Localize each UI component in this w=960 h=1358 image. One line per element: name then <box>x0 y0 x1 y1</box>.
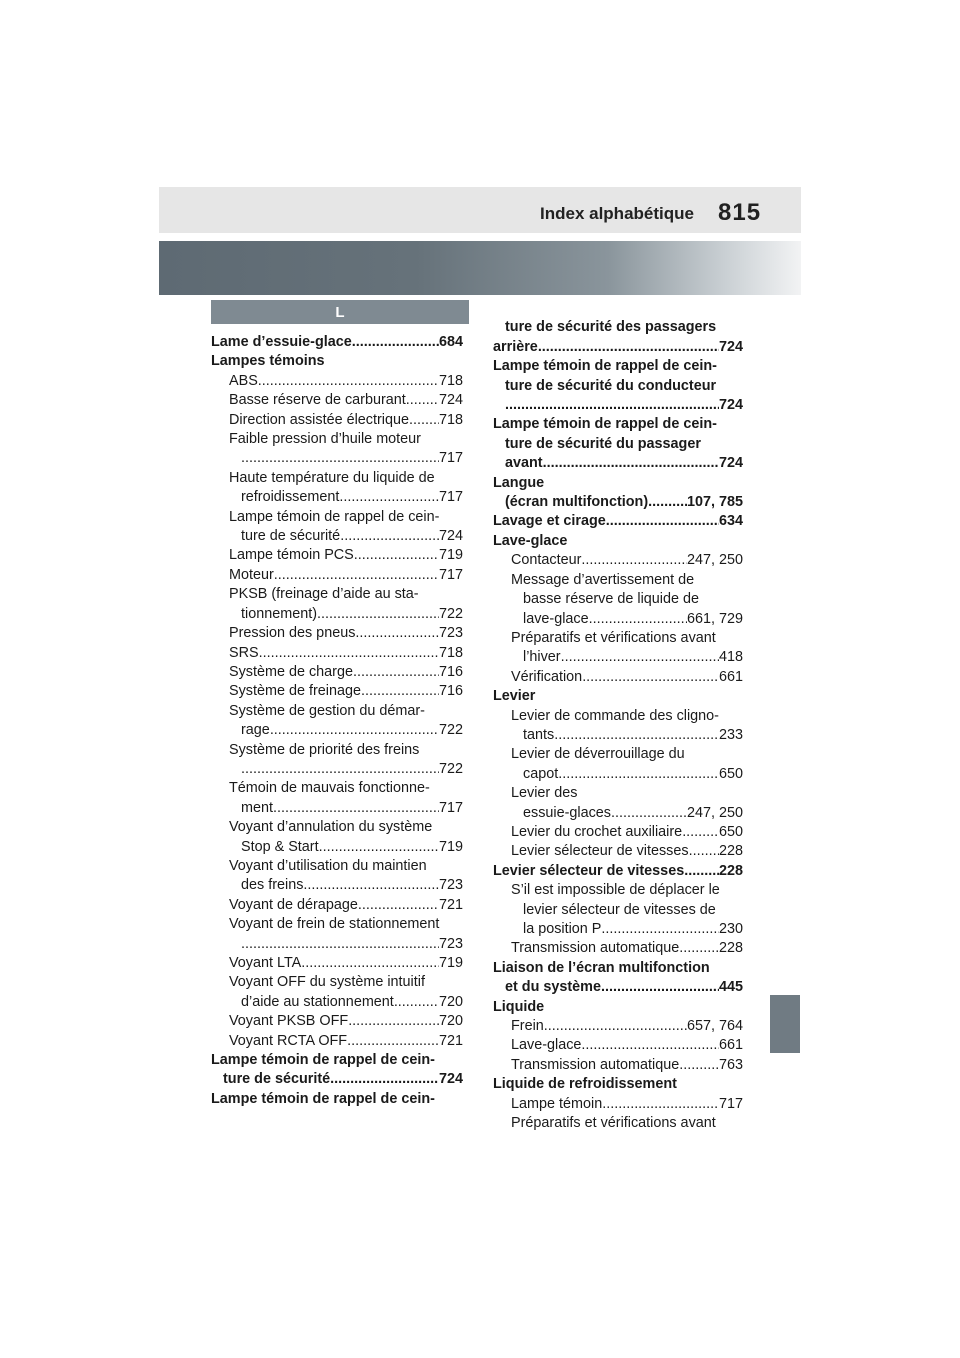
index-entry-line <box>493 610 743 629</box>
index-entry-line <box>493 493 743 512</box>
dot-leader <box>241 760 439 779</box>
index-entry <box>211 896 463 915</box>
page-reference: 634 <box>718 513 743 530</box>
page-reference: 720 <box>438 1013 463 1030</box>
index-entry-text: (écran multifonction) <box>505 494 649 511</box>
index-entry-text: Lame d’essuie-glace <box>211 334 352 350</box>
index-entry <box>211 915 463 954</box>
index-entry <box>493 939 743 958</box>
dot-leader <box>601 920 719 939</box>
page-reference: 724 <box>718 455 743 472</box>
dot-leader <box>544 1017 687 1036</box>
dot-leader <box>538 338 719 357</box>
dot-leader <box>409 411 439 430</box>
dot-leader <box>330 1070 439 1089</box>
index-entry-text: Frein <box>511 1018 544 1035</box>
page-reference: 418 <box>718 649 743 666</box>
index-entry-text: avant <box>505 455 543 472</box>
index-entry-line: basse réserve de liquide de <box>523 591 699 608</box>
page-reference: 720 <box>438 993 463 1010</box>
index-entry <box>211 1051 463 1090</box>
index-entry <box>211 585 463 624</box>
index-entry-line: Système de priorité des freins <box>229 741 420 758</box>
index-entry-line: Faible pression d’huile moteur <box>229 431 421 448</box>
page-reference: 718 <box>438 372 463 389</box>
index-entry-line <box>211 391 463 410</box>
dot-leader <box>273 799 439 818</box>
index-entry-line <box>493 726 743 745</box>
index-entry-line <box>211 1012 463 1031</box>
dot-leader <box>241 935 439 954</box>
index-entry <box>211 702 463 741</box>
index-entry <box>493 551 743 570</box>
index-entry-line <box>493 1056 743 1075</box>
index-entry-line <box>493 1036 743 1055</box>
page-reference: 763 <box>718 1056 743 1073</box>
index-entry-line: Levier des <box>511 785 578 802</box>
index-entry <box>211 644 463 663</box>
index-entry-line <box>211 954 463 973</box>
index-side-tab[interactable] <box>770 995 800 1053</box>
index-entry-line <box>493 978 743 997</box>
index-entry-line: Lampe témoin de rappel de cein- <box>229 508 440 525</box>
index-entry-line <box>211 605 463 624</box>
index-entry-line <box>211 935 463 954</box>
index-entry-line <box>211 449 463 468</box>
index-entry-line <box>211 624 463 643</box>
dot-leader <box>558 765 719 784</box>
index-entry-line <box>211 527 463 546</box>
page-reference: 228 <box>718 843 743 860</box>
page-reference: 661 <box>718 1037 743 1054</box>
index-entry-text: arrière <box>493 338 538 355</box>
index-entry <box>211 469 463 508</box>
index-entry-line: Levier de déverrouillage du <box>511 746 685 763</box>
index-entry-line: Lampe témoin de rappel de cein- <box>493 358 717 375</box>
page-reference: 722 <box>438 722 463 739</box>
index-entry <box>211 546 463 565</box>
index-entry <box>493 707 743 746</box>
index-entry-line: Lampe témoin de rappel de cein- <box>211 1052 435 1069</box>
index-entry <box>493 1036 743 1055</box>
index-entry-text: Transmission automatique <box>511 1056 680 1073</box>
dot-leader <box>611 804 687 823</box>
dot-leader <box>301 954 439 973</box>
page-reference: 722 <box>438 605 463 622</box>
index-entry-text: la position P <box>523 921 602 937</box>
index-entry-line: Voyant de frein de stationnement <box>229 916 440 933</box>
index-entry <box>493 629 743 668</box>
index-entry-line <box>211 333 463 352</box>
page-reference: 721 <box>438 1032 463 1049</box>
dot-leader <box>581 1036 719 1055</box>
index-entry-line <box>211 721 463 740</box>
index-entry-line <box>211 1032 463 1051</box>
page-reference: 719 <box>438 955 463 971</box>
page-reference: 661 <box>718 668 743 685</box>
index-entry-line <box>211 799 463 818</box>
dot-leader <box>582 668 719 687</box>
index-entry-line: ture de sécurité du passager <box>505 435 701 452</box>
index-entry <box>493 881 743 939</box>
dot-leader <box>358 896 439 915</box>
page-reference: 445 <box>718 979 743 996</box>
dot-leader <box>554 726 719 745</box>
dot-leader <box>317 605 439 624</box>
index-entry <box>493 823 743 842</box>
index-entry-text: SRS <box>229 644 259 661</box>
index-entry <box>211 430 463 469</box>
page-reference: 716 <box>438 663 463 680</box>
index-entry-line: Levier <box>493 688 536 705</box>
page-reference: 228 <box>718 940 743 957</box>
index-entry-line: Lampes témoins <box>211 353 325 370</box>
index-entry <box>493 687 743 706</box>
index-entry-line: Voyant OFF du système intuitif <box>229 974 425 991</box>
index-entry-text: tants <box>523 726 555 743</box>
page-reference: 723 <box>438 935 463 952</box>
index-entry-line: levier sélecteur de vitesses de <box>523 901 716 918</box>
index-entry-text: Transmission automatique <box>511 940 680 957</box>
index-entry-text: Contacteur <box>511 552 582 569</box>
dot-leader <box>581 551 687 570</box>
page-reference: 724 <box>438 528 463 545</box>
index-entry-text: Système de charge <box>229 663 353 680</box>
index-entry <box>493 299 743 338</box>
index-entry-text: Voyant PKSB OFF <box>229 1013 349 1030</box>
index-entry-line <box>493 551 743 570</box>
index-entry-text: Voyant RCTA OFF <box>229 1032 348 1049</box>
index-entry <box>211 391 463 410</box>
dot-leader <box>601 978 719 997</box>
index-entry-text: rage <box>241 722 270 739</box>
index-entry <box>493 512 743 531</box>
page-reference: 723 <box>438 625 463 642</box>
index-entry-text: Stop & Start <box>241 838 319 855</box>
index-entry-line <box>211 546 463 565</box>
index-column-right <box>493 299 743 1133</box>
index-entry <box>493 357 743 415</box>
dot-leader <box>606 512 719 531</box>
index-entry-line <box>493 648 743 667</box>
index-entry <box>211 1090 463 1109</box>
index-entry-line: ture de sécurité du conducteur <box>505 377 717 394</box>
dot-leader <box>682 823 719 842</box>
index-entry-line <box>211 993 463 1012</box>
index-entry <box>211 508 463 547</box>
page-reference: 717 <box>438 799 463 816</box>
page-reference: 247, 250 <box>686 804 743 821</box>
section-letter-header: L <box>211 300 469 324</box>
index-entry <box>493 784 743 823</box>
index-entry-line: Lampe témoin de rappel de cein- <box>493 416 717 433</box>
index-entry-line: Lampe témoin de rappel de cein- <box>211 1090 435 1107</box>
index-entry <box>493 842 743 861</box>
index-entry-line: ture de sécurité des passagers <box>505 319 717 336</box>
index-entry <box>211 973 463 1012</box>
index-entry-line: Levier de commande des cligno- <box>511 707 719 724</box>
index-entry-line <box>493 862 743 881</box>
page-reference: 107, 785 <box>686 494 743 511</box>
index-entry <box>493 998 743 1017</box>
index-entry-line: Langue <box>493 474 545 491</box>
page-reference: 650 <box>718 765 743 782</box>
index-entry <box>493 959 743 998</box>
index-entry-line <box>493 512 743 531</box>
index-entry <box>493 571 743 629</box>
index-entry-text: Moteur <box>229 566 274 583</box>
dot-leader <box>355 624 439 643</box>
index-entry-text: Levier du crochet auxiliaire <box>511 823 683 840</box>
index-entry-text: Lave-glace <box>511 1037 582 1054</box>
index-entry-text: Vérification <box>511 668 583 685</box>
index-entry <box>211 372 463 391</box>
page-reference: 724 <box>718 338 743 355</box>
index-entry-line <box>211 644 463 663</box>
index-entry <box>211 741 463 780</box>
index-entry <box>493 474 743 513</box>
index-entry-line <box>493 1095 743 1114</box>
index-entry-text: ture de sécurité <box>223 1071 331 1088</box>
dot-leader <box>679 1056 719 1075</box>
index-entry-text: ABS <box>229 372 258 389</box>
page-reference: 724 <box>438 392 463 409</box>
page-reference: 230 <box>718 921 743 937</box>
index-entry-line <box>211 682 463 701</box>
dot-leader <box>684 862 719 881</box>
index-entry-line: PKSB (freinage d’aide au sta- <box>229 586 419 603</box>
index-entry-line: Voyant d’utilisation du maintien <box>229 857 427 874</box>
index-entry-line: Système de gestion du démar- <box>229 702 425 719</box>
index-entry-line <box>211 760 463 779</box>
index-entry-text: essuie-glaces <box>523 804 611 821</box>
index-entry-line <box>211 896 463 915</box>
index-entry-text: ture de sécurité <box>241 528 341 545</box>
index-entry-line: Message d’avertissement de <box>511 571 695 588</box>
dot-leader <box>543 454 719 473</box>
index-entry-line <box>493 299 743 318</box>
index-entry <box>211 779 463 818</box>
index-entry-line: Voyant d’annulation du système <box>229 819 433 836</box>
index-entry <box>493 668 743 687</box>
index-entry-text: des freins <box>241 877 304 894</box>
index-entry-line <box>493 823 743 842</box>
index-entry-text: ment <box>241 799 273 816</box>
dot-leader <box>303 876 439 895</box>
index-entry-line: Liaison de l’écran multifonction <box>493 959 710 976</box>
index-entry-text: capot <box>523 765 559 782</box>
page-reference: 719 <box>438 838 463 855</box>
index-entry-line: Liquide <box>493 998 545 1015</box>
page-reference: 657, 764 <box>686 1018 743 1035</box>
dot-leader <box>352 333 439 352</box>
dot-leader <box>340 527 439 546</box>
index-entry-line: S’il est impossible de déplacer le <box>511 882 720 899</box>
dot-leader <box>319 838 439 857</box>
index-entry-line: Préparatifs et vérifications avant <box>511 1115 716 1132</box>
index-entry <box>211 954 463 973</box>
index-entry-text: Basse réserve de carburant <box>229 392 406 409</box>
page-number: 815 <box>718 199 762 226</box>
page-reference: 721 <box>438 896 463 913</box>
dot-leader <box>361 682 439 701</box>
index-entry <box>493 1114 743 1133</box>
index-entry <box>211 333 463 352</box>
page-reference: 684 <box>438 334 463 350</box>
index-entry <box>211 352 463 371</box>
dot-leader <box>258 372 439 391</box>
index-entry-line <box>493 920 743 939</box>
index-entry <box>211 1012 463 1031</box>
index-entry <box>493 338 743 357</box>
page-reference: 718 <box>438 644 463 661</box>
index-entry-line <box>493 396 743 415</box>
page-title: Index alphabétique <box>540 204 694 223</box>
dot-leader <box>602 1095 719 1114</box>
index-entry-text: Pression des pneus <box>229 625 356 642</box>
index-entry-line <box>493 842 743 861</box>
page-reference: 724 <box>718 397 743 414</box>
dot-leader <box>394 993 439 1012</box>
index-entry-text: Voyant LTA <box>229 955 302 971</box>
index-entry <box>211 411 463 430</box>
dot-leader <box>353 663 439 682</box>
index-entry <box>211 857 463 896</box>
dot-leader <box>354 546 439 565</box>
index-entry <box>211 663 463 682</box>
index-entry-line: Lave-glace <box>493 532 568 549</box>
page-reference: 661, 729 <box>686 610 743 627</box>
index-entry-text: tionnement) <box>241 605 317 622</box>
index-entry <box>493 532 743 551</box>
index-entry-line: Préparatifs et vérifications avant <box>511 629 716 646</box>
index-entry-line: Liquide de refroidissement <box>493 1076 677 1093</box>
index-entry-text: lave-glace <box>523 610 589 627</box>
index-entry-line: Haute température du liquide de <box>229 469 435 486</box>
dot-leader <box>270 721 439 740</box>
dot-leader <box>347 1032 439 1051</box>
index-entry <box>493 1017 743 1036</box>
page-reference: 247, 250 <box>686 552 743 569</box>
index-entry-line <box>493 804 743 823</box>
index-entry-line <box>493 454 743 473</box>
dot-leader <box>348 1012 439 1031</box>
page-reference: 723 <box>438 877 463 894</box>
dot-leader <box>589 610 687 629</box>
index-entry-text: Levier sélecteur de vitesses <box>511 843 689 860</box>
index-entry-text: Lampe témoin <box>511 1095 603 1112</box>
index-entry-text: Levier sélecteur de vitesses <box>493 862 685 879</box>
index-entry-text: Voyant de dérapage <box>229 896 358 913</box>
index-entry-line <box>211 663 463 682</box>
dot-leader <box>274 566 439 585</box>
index-entry-text: et du système <box>505 979 601 996</box>
index-entry-line <box>211 488 463 507</box>
index-entry-line <box>211 1070 463 1089</box>
index-entry-text: d’aide au stationnement <box>241 993 394 1010</box>
index-entry-text: Lampe témoin PCS <box>229 547 354 564</box>
index-entry-line <box>493 338 743 357</box>
page-reference: 717 <box>438 489 463 506</box>
index-entry <box>493 862 743 881</box>
dot-leader <box>259 644 439 663</box>
dot-leader <box>689 842 719 861</box>
index-entry-text: Direction assistée électrique <box>229 411 409 428</box>
index-entry-line <box>493 1017 743 1036</box>
decorative-gradient-band <box>159 241 801 295</box>
dot-leader <box>406 391 439 410</box>
page-reference: 717 <box>718 1095 743 1112</box>
page-reference: 228 <box>718 862 743 879</box>
page-reference: 650 <box>718 823 743 840</box>
index-entry-line <box>493 668 743 687</box>
dot-leader <box>679 939 719 958</box>
page-reference: 233 <box>718 726 743 743</box>
header-bar <box>159 187 801 233</box>
index-entry-line: Témoin de mauvais fonctionne- <box>229 780 430 797</box>
index-entry-line <box>493 939 743 958</box>
page-reference: 718 <box>438 411 463 428</box>
page-reference: 724 <box>438 1071 463 1088</box>
page-reference: 717 <box>438 566 463 583</box>
index-entry-line <box>211 876 463 895</box>
dot-leader <box>648 493 687 512</box>
page-reference: 716 <box>438 683 463 700</box>
index-entry-text: Système de freinage <box>229 683 361 700</box>
index-entry-line <box>211 566 463 585</box>
index-entry <box>211 566 463 585</box>
index-entry <box>493 415 743 473</box>
dot-leader <box>339 488 439 507</box>
index-entry-text: refroidissement <box>241 489 340 506</box>
index-entry <box>211 682 463 701</box>
index-entry-text: l’hiver <box>523 649 561 666</box>
index-entry-line <box>211 372 463 391</box>
dot-leader <box>561 648 719 667</box>
index-entry-line <box>211 411 463 430</box>
index-entry <box>493 1075 743 1094</box>
index-entry <box>211 624 463 643</box>
page-reference: 717 <box>438 450 463 467</box>
index-entry <box>211 1032 463 1051</box>
index-entry <box>493 1095 743 1114</box>
index-entry <box>493 1056 743 1075</box>
index-entry <box>211 818 463 857</box>
dot-leader <box>241 449 439 468</box>
page-reference: 719 <box>438 547 463 564</box>
index-column-left <box>211 333 463 1109</box>
index-entry-line <box>493 765 743 784</box>
page-reference: 722 <box>438 760 463 777</box>
index-entry-text: Lavage et cirage <box>493 513 606 530</box>
index-entry-line <box>211 838 463 857</box>
dot-leader <box>505 396 719 415</box>
index-entry <box>493 745 743 784</box>
